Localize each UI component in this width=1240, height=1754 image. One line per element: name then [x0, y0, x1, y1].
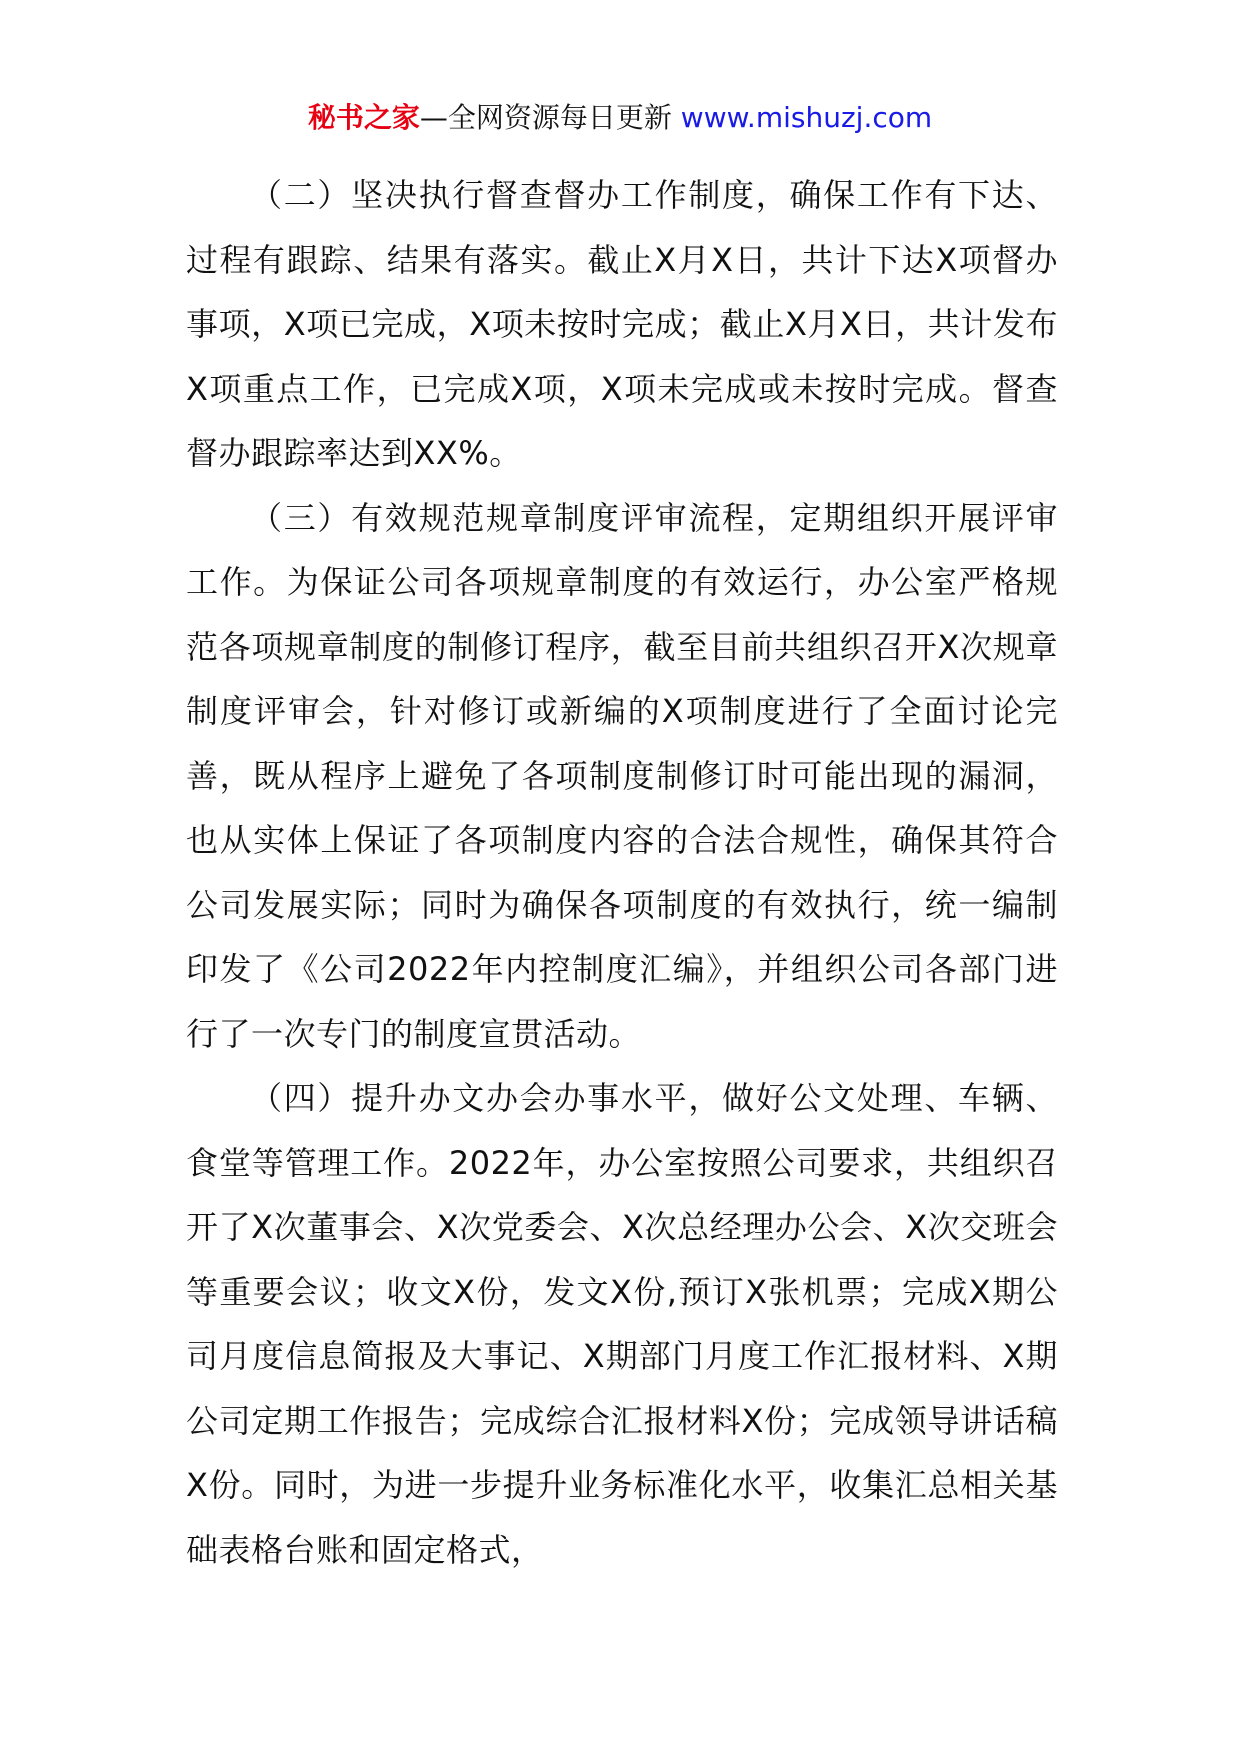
page-header — [0, 98, 1240, 138]
paragraph-section-4: （四）提升办文办会办事水平，做好公文处理、车辆、食堂等管理工作。2022年，办公室按照公司要求，共组织召开了X次董事会、X次党委会、X次总经理办公会、X次交班会等重要会议；收文X份，发文X份,预订X张机票；完成X期公司月度信息简报及大事记、X期部门月度工作汇报材料、X期公司定期工作报告；完成综合汇报材料X份；完成领导讲话稿X份。同时，为进一步提升业务标准化水平，收集汇总相关基础表格台账和固定格式， — [186, 1079, 1058, 1569]
document-body — [186, 163, 1058, 1582]
paragraph-section-3: （三）有效规范规章制度评审流程，定期组织开展评审工作。为保证公司各项规章制度的有效运行，办公室严格规范各项规章制度的制修订程序，截至目前共组织召开X次规章制度评审会，针对修订或新编的X项制度进行了全面讨论完善，既从程序上避免了各项制度制修订时可能出现的漏洞，也从实体上保证了各项制度内容的合法合规性，确保其符合公司发展实际；同时为确保各项制度的有效执行，统一编制印发了《公司2022年内控制度汇编》，并组织公司各部门进行了一次专门的制度宣贯活动。 — [186, 498, 1058, 1053]
site-brand: 秘书之家 — [307, 101, 420, 134]
site-tagline: —全网资源每日更新 — [419, 101, 672, 134]
paragraph-section-2: （二）坚决执行督查督办工作制度，确保工作有下达、过程有跟踪、结果有落实。截止X月X日，共计下达X项督办事项，X项已完成，X项未按时完成；截止X月X日，共计发布X项重点工作，已完成X项，X项未完成或未按时完成。督查督办跟踪率达到XX%。 — [186, 176, 1058, 472]
site-url-link[interactable]: www.mishuzj.com — [680, 101, 933, 134]
